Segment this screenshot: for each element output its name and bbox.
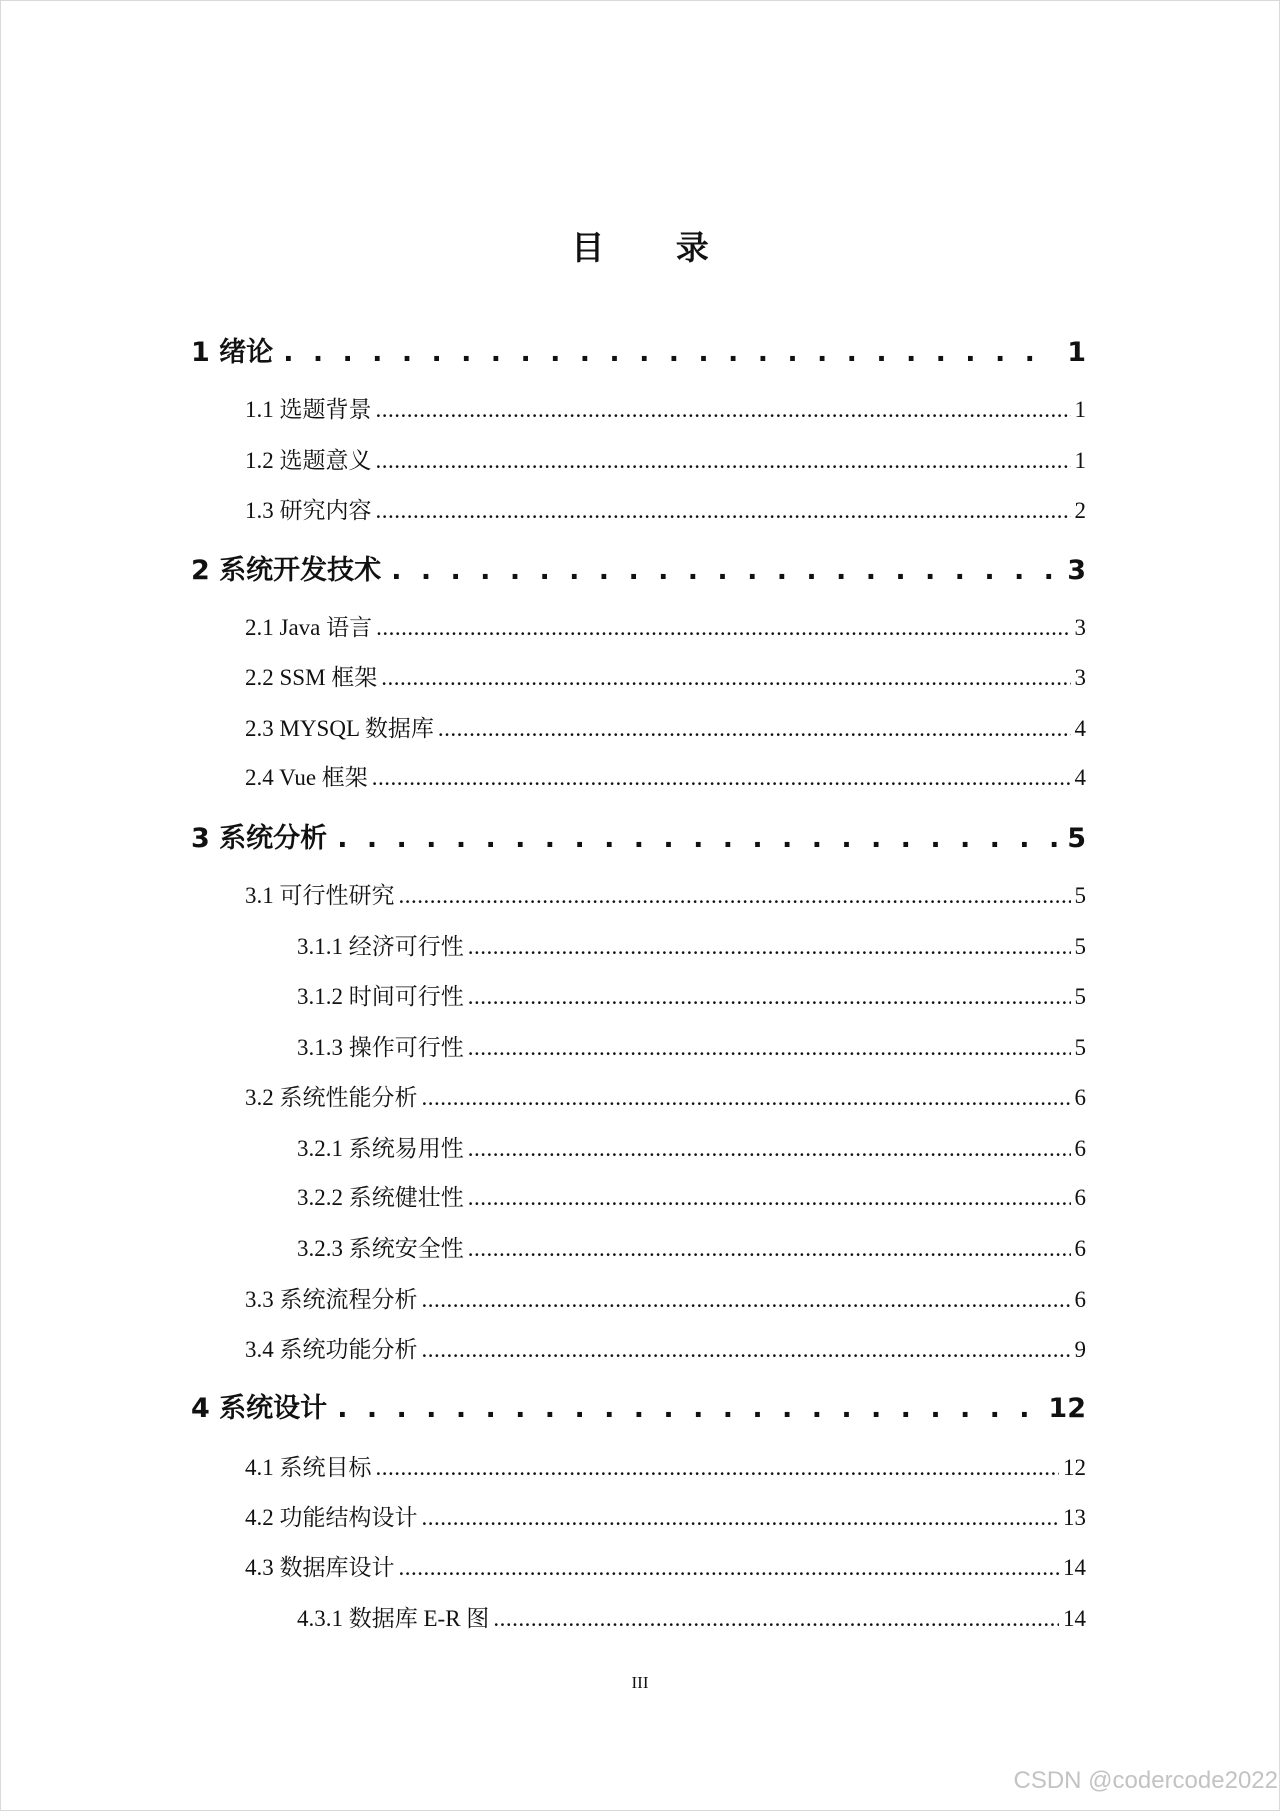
toc-entry-4-1[interactable] — [245, 1449, 1086, 1482]
toc-entry-label: 4.2 功能结构设计 — [245, 1505, 418, 1530]
toc-entry-page: 14 — [1063, 1555, 1086, 1580]
toc-entry-label: 1.1 选题背景 — [245, 397, 372, 422]
toc-entry-3-1-2[interactable] — [297, 978, 1086, 1011]
toc-entry-3-2-1[interactable] — [297, 1130, 1086, 1163]
toc-entry-page: 12 — [1048, 1393, 1086, 1424]
toc-entry-1-2[interactable] — [245, 442, 1086, 475]
dot-leader — [438, 716, 1071, 742]
toc-entry-label: 3.1.1 经济可行性 — [297, 934, 464, 959]
dot-leader — [337, 823, 1057, 854]
toc-entry-3-1[interactable] — [245, 877, 1086, 910]
toc-entry-label: 3.2 系统性能分析 — [245, 1085, 418, 1110]
dot-leader — [391, 555, 1057, 586]
toc-entry-label: 3.1 可行性研究 — [245, 883, 395, 908]
toc-title: 目 录 — [571, 228, 739, 267]
toc-entry-3-1-1[interactable] — [297, 928, 1086, 961]
dot-leader — [337, 1393, 1038, 1424]
toc-entry-page: 12 — [1063, 1455, 1086, 1480]
toc-entry-page: 5 — [1074, 984, 1086, 1009]
toc-entry-4-2[interactable] — [245, 1499, 1086, 1532]
dot-leader — [376, 448, 1071, 474]
toc-entry-3-4[interactable] — [245, 1331, 1086, 1364]
toc-entry-label: 2 系统开发技术 — [191, 555, 382, 586]
toc-entry-label: 3.1.3 操作可行性 — [297, 1035, 464, 1060]
toc-entry-label: 3.4 系统功能分析 — [245, 1337, 418, 1362]
toc-entry-page: 2 — [1074, 498, 1086, 523]
toc-entry-3-2-3[interactable] — [297, 1230, 1086, 1263]
dot-leader — [376, 615, 1070, 641]
toc-entry-page: 5 — [1074, 883, 1086, 908]
toc-entry-page: 6 — [1074, 1287, 1086, 1312]
toc-entry-label: 3.2.1 系统易用性 — [297, 1136, 464, 1161]
toc-entry-page: 1 — [1074, 397, 1086, 422]
toc-entry-label: 1.2 选题意义 — [245, 448, 372, 473]
toc-entry-page: 5 — [1067, 823, 1086, 854]
toc-entry-page: 1 — [1074, 448, 1086, 473]
toc-entry-page: 5 — [1074, 934, 1086, 959]
toc-entry-3-1-3[interactable] — [297, 1029, 1086, 1062]
toc-entry-label: 3.2.3 系统安全性 — [297, 1236, 464, 1261]
toc-entry-page: 3 — [1067, 555, 1086, 586]
toc-entry-4-3[interactable] — [245, 1549, 1086, 1582]
toc-entry-label: 1 绪论 — [191, 337, 274, 368]
toc-entry-chapter-3[interactable] — [191, 816, 1086, 855]
toc-entry-1-1[interactable] — [245, 391, 1086, 424]
dot-leader — [422, 1287, 1071, 1313]
toc-entry-2-3[interactable] — [245, 710, 1086, 743]
toc-entry-label: 4.1 系统目标 — [245, 1455, 372, 1480]
toc-entry-page: 6 — [1074, 1185, 1086, 1210]
toc-entry-page: 3 — [1074, 615, 1086, 640]
toc-entry-page: 1 — [1067, 337, 1086, 368]
dot-leader — [399, 883, 1071, 909]
toc-entry-page: 4 — [1074, 765, 1086, 790]
toc-entry-page: 5 — [1074, 1035, 1086, 1060]
toc-entry-page: 9 — [1074, 1337, 1086, 1362]
toc-entry-label: 3 系统分析 — [191, 823, 328, 854]
toc-entry-page: 6 — [1074, 1136, 1086, 1161]
dot-leader — [468, 1185, 1071, 1211]
toc-entry-label: 2.3 MYSQL 数据库 — [245, 716, 434, 741]
toc-entry-label: 3.1.2 时间可行性 — [297, 984, 464, 1009]
toc-entry-label: 2.1 Java 语言 — [245, 615, 373, 640]
toc-entry-page: 4 — [1074, 716, 1086, 741]
toc-entry-label: 4.3.1 数据库 E-R 图 — [297, 1606, 490, 1631]
dot-leader — [493, 1606, 1059, 1632]
toc-entry-page: 3 — [1074, 665, 1086, 690]
toc-entry-3-3[interactable] — [245, 1281, 1086, 1314]
toc-entry-1-3[interactable] — [245, 492, 1086, 525]
dot-leader — [381, 665, 1070, 691]
toc-entry-label: 3.3 系统流程分析 — [245, 1287, 418, 1312]
toc-entry-chapter-1[interactable] — [191, 330, 1086, 369]
dot-leader — [376, 498, 1071, 524]
toc-entry-label: 4 系统设计 — [191, 1393, 328, 1424]
toc-entry-label: 2.4 Vue 框架 — [245, 765, 368, 790]
dot-leader — [376, 397, 1071, 423]
dot-leader — [468, 984, 1071, 1010]
toc-entry-3-2[interactable] — [245, 1079, 1086, 1112]
dot-leader — [283, 337, 1057, 368]
toc-entry-label: 4.3 数据库设计 — [245, 1555, 395, 1580]
dot-leader — [468, 1136, 1071, 1162]
dot-leader — [422, 1505, 1060, 1531]
dot-leader — [422, 1337, 1071, 1363]
toc-entry-page: 14 — [1063, 1606, 1086, 1631]
dot-leader — [399, 1555, 1060, 1581]
page-number: III — [631, 1673, 649, 1692]
toc-entry-page: 13 — [1063, 1505, 1086, 1530]
toc-entry-chapter-4[interactable] — [191, 1386, 1086, 1425]
toc-entry-2-4[interactable] — [245, 759, 1086, 792]
toc-entry-2-1[interactable] — [245, 609, 1086, 642]
toc-entry-4-3-1[interactable] — [297, 1600, 1086, 1633]
toc-entry-page: 6 — [1074, 1085, 1086, 1110]
dot-leader — [468, 934, 1071, 960]
toc-entry-chapter-2[interactable] — [191, 548, 1086, 587]
dot-leader — [422, 1085, 1071, 1111]
toc-entry-label: 2.2 SSM 框架 — [245, 665, 378, 690]
toc-entry-3-2-2[interactable] — [297, 1179, 1086, 1212]
dot-leader — [468, 1035, 1071, 1061]
toc-entry-label: 1.3 研究内容 — [245, 498, 372, 523]
toc-entry-page: 6 — [1074, 1236, 1086, 1261]
csdn-watermark: CSDN @codercode2022 — [1013, 1767, 1278, 1794]
toc-entry-2-2[interactable] — [245, 659, 1086, 692]
toc-entry-label: 3.2.2 系统健壮性 — [297, 1185, 464, 1210]
dot-leader — [372, 765, 1071, 791]
dot-leader — [468, 1236, 1071, 1262]
dot-leader — [376, 1455, 1060, 1481]
